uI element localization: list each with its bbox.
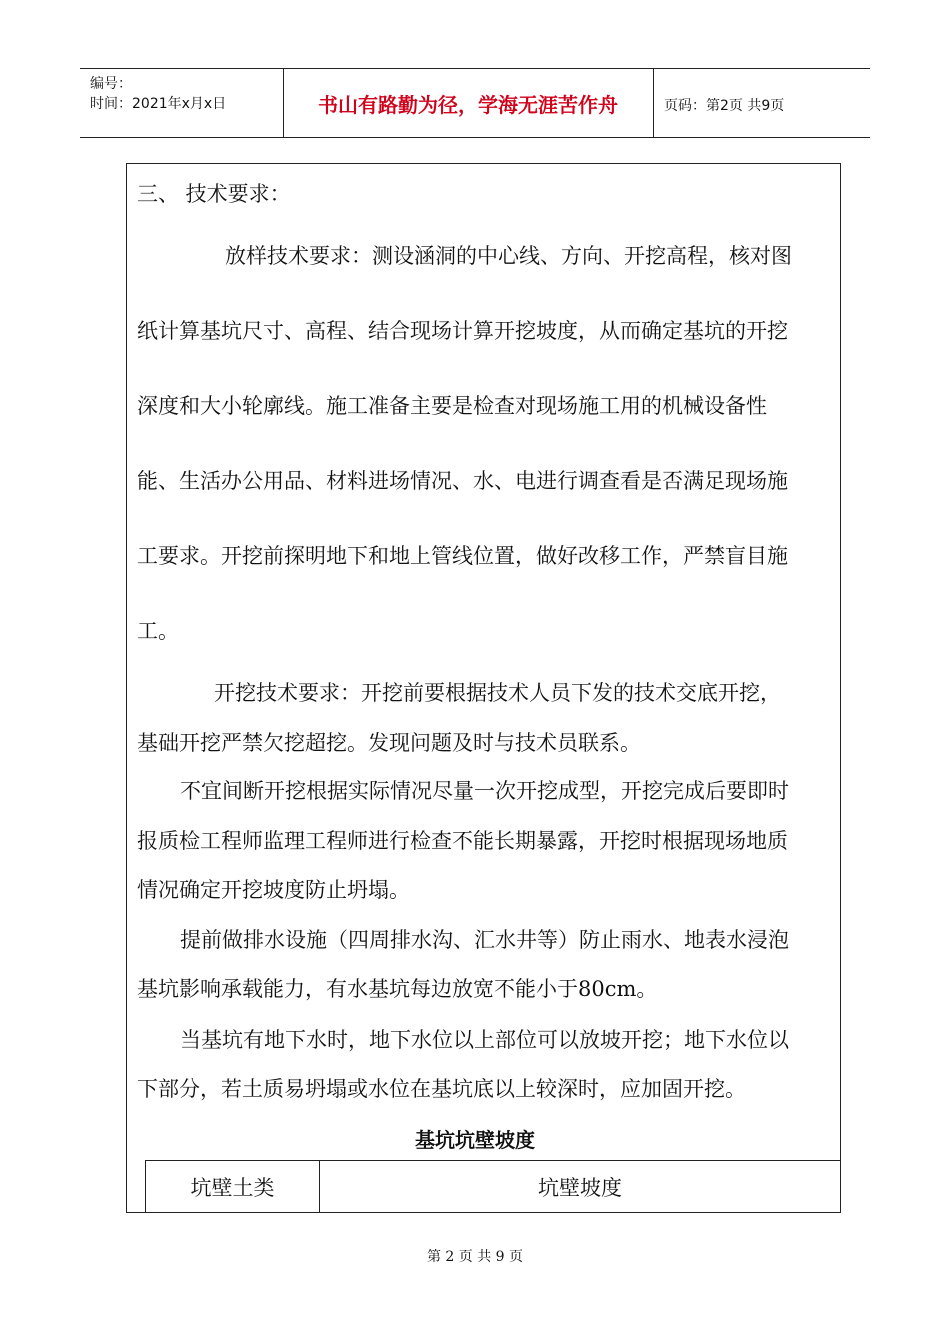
paragraph-line: 不宜间断开挖根据实际情况尽量一次开挖成型，开挖完成后要即时: [180, 779, 789, 803]
paragraph-line: 放样技术要求：测设涵洞的中心线、方向、开挖高程，核对图: [225, 244, 792, 268]
paragraph-line: 开挖技术要求：开挖前要根据技术人员下发的技术交底开挖，: [214, 681, 781, 705]
paragraph-line: 基坑影响承载能力，有水基坑每边放宽不能小于80cm。: [137, 977, 658, 1001]
paragraph-line: 当基坑有地下水时，地下水位以上部位可以放坡开挖；地下水位以: [180, 1028, 789, 1052]
header-meta-cell: [80, 69, 284, 137]
paragraph-line: 基础开挖严禁欠挖超挖。发现问题及时与技术员联系。: [137, 731, 641, 755]
table-header-cell: 坑壁土类: [146, 1161, 320, 1212]
table-header-cell: 坑壁坡度: [538, 1175, 622, 1200]
document-header: [80, 68, 870, 138]
date-label: 时间：2021年x月x日: [90, 96, 227, 112]
page-footer: 第 2 页 共 9 页: [426, 1249, 524, 1265]
header-page-label: 页码：第2页 共9页: [664, 98, 785, 114]
paragraph-line: 提前做排水设施（四周排水沟、汇水井等）防止雨水、地表水浸泡: [180, 928, 789, 952]
paragraph-line: 纸计算基坑尺寸、高程、结合现场计算开挖坡度，从而确定基坑的开挖: [137, 319, 788, 343]
paragraph-line: 深度和大小轮廓线。施工准备主要是检查对现场施工用的机械设备性: [137, 394, 767, 418]
slope-table: [145, 1160, 840, 1212]
paragraph-line: 能、生活办公用品、材料进场情况、水、电进行调查看是否满足现场施: [137, 469, 788, 493]
paragraph-line: 报质检工程师监理工程师进行检查不能长期暴露，开挖时根据现场地质: [137, 829, 788, 853]
section-title: 三、 技术要求：: [137, 182, 291, 206]
header-motto: 书山有路勤为径，学海无涯苦作舟: [283, 69, 654, 137]
paragraph-line: 工要求。开挖前探明地下和地上管线位置，做好改移工作，严禁盲目施: [137, 544, 788, 568]
number-label: 编号：: [90, 76, 132, 92]
paragraph-line: 下部分，若土质易坍塌或水位在基坑底以上较深时，应加固开挖。: [137, 1077, 746, 1101]
paragraph-line: 工。: [137, 619, 179, 643]
table-title: 基坑坑壁坡度: [415, 1128, 535, 1152]
paragraph-line: 情况确定开挖坡度防止坍塌。: [137, 878, 410, 902]
